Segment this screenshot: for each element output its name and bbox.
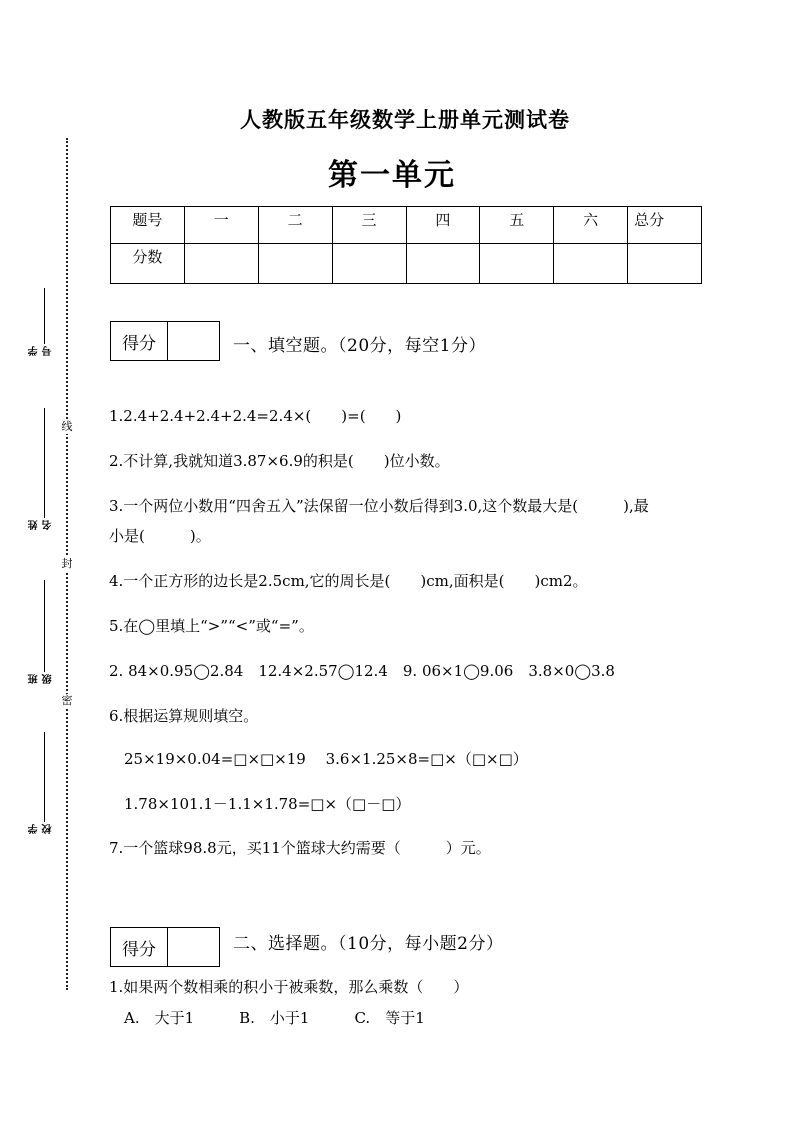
section2-score-input[interactable]: [168, 928, 219, 966]
section2-title: 二、选择题。（10分，每小题2分）: [233, 934, 504, 954]
question-line: 小是( )。: [109, 527, 211, 545]
question-line: 2. 84×0.95◯2.84 12.4×2.57◯12.4 9. 06×1◯9.06 3.8×0◯3.8: [109, 662, 615, 680]
page-title: 人教版五年级数学上册单元测试卷: [240, 107, 570, 132]
score-table-header-row: [111, 207, 702, 244]
score-table-cell: 总分: [628, 207, 702, 244]
unit-title: 第一单元: [328, 158, 456, 193]
binding-char-xian: 线: [61, 420, 73, 433]
score-input-cell[interactable]: [184, 244, 258, 284]
question-line: 1.2.4+2.4+2.4+2.4=2.4×( )=( ): [109, 407, 402, 425]
student-id-label: 学号: [29, 346, 54, 356]
question-line: 3.一个两位小数用“四舍五入”法保留一位小数后得到3.0,这个数最大是( ),最: [109, 497, 649, 515]
score-table-cell: 一: [184, 207, 258, 244]
section1-score-label: 得分: [111, 322, 168, 360]
section1-score-box: [110, 321, 220, 361]
student-name-line: [44, 408, 45, 518]
score-table-cell: 分数: [111, 244, 185, 284]
question-line: 6.根据运算规则填空。: [109, 707, 259, 725]
question-line: 1.78×101.1－1.1×1.78=□×（□－□）: [109, 795, 411, 813]
class-label: 班级: [29, 674, 54, 684]
choice-line: A. 大于1 B. 小于1 C. 等于1: [109, 1009, 425, 1027]
question-line: 2.不计算,我就知道3.87×6.9的积是( )位小数。: [109, 452, 450, 470]
binding-char-mi: 密: [61, 694, 73, 707]
score-table-cell: 二: [258, 207, 332, 244]
score-table-cell: 五: [480, 207, 554, 244]
section1-score-input[interactable]: [168, 322, 219, 360]
score-input-cell[interactable]: [554, 244, 628, 284]
score-input-cell[interactable]: [258, 244, 332, 284]
question-line: 4.一个正方形的边长是2.5cm,它的周长是( )cm,面积是( )cm2。: [109, 572, 588, 590]
score-table-cell: 四: [406, 207, 480, 244]
question-line: 7.一个篮球98.8元，买11个篮球大约需要（ ）元。: [109, 839, 491, 857]
section1-title: 一、填空题。（20分，每空1分）: [233, 336, 486, 356]
section2-score-box: [110, 927, 220, 967]
score-input-cell[interactable]: [628, 244, 702, 284]
student-id-line: [44, 288, 45, 344]
score-input-cell[interactable]: [406, 244, 480, 284]
section2-score-label: 得分: [111, 928, 168, 966]
school-line: [44, 732, 45, 822]
score-table-score-row: [111, 244, 702, 284]
score-table: [110, 206, 702, 284]
question-line: 25×19×0.04=□×□×19 3.6×1.25×8=□×（□×□）: [109, 750, 528, 768]
binding-char-feng: 封: [61, 557, 73, 570]
score-input-cell[interactable]: [480, 244, 554, 284]
class-line: [44, 580, 45, 672]
question-line: 5.在◯里填上“>”“<”或“=”。: [109, 617, 314, 635]
question-line: 1.如果两个数相乘的积小于被乘数，那么乘数（ ）: [109, 978, 469, 996]
score-table-cell: 题号: [111, 207, 185, 244]
score-table-cell: 六: [554, 207, 628, 244]
score-table-cell: 三: [332, 207, 406, 244]
student-name-label: 姓名: [29, 520, 54, 530]
score-input-cell[interactable]: [332, 244, 406, 284]
school-label: 学校: [29, 824, 54, 834]
